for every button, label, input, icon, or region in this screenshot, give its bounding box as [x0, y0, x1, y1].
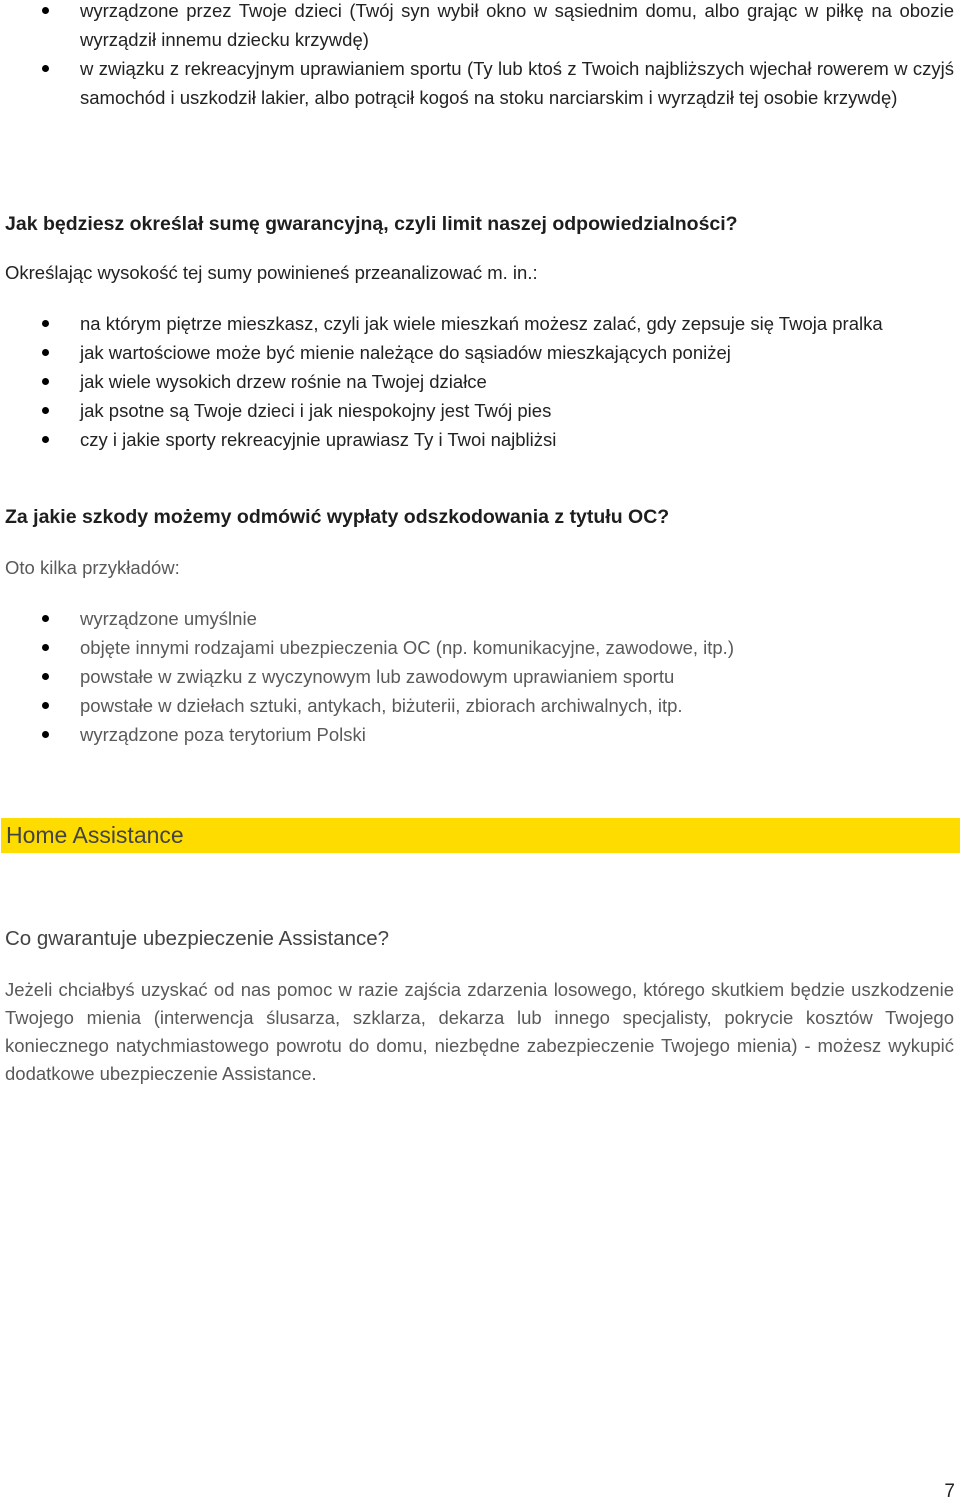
refuse-intro: Oto kilka przykładów:: [5, 557, 180, 578]
list-item: w związku z rekreacyjnym uprawianiem sportu (Ty lub ktoś z Twoich najbliższych wjechał rowerem w czyjś samochód i uszkodził lakier, albo potrącił kogoś na stoku narciarskim i wyrządził tej osobie krzywdę): [5, 54, 954, 112]
list-item: na którym piętrze mieszkasz, czyli jak wiele mieszkań możesz zalać, gdy zepsuje się Twoja pralka: [5, 309, 954, 338]
refuse-heading: Za jakie szkody możemy odmówić wypłaty odszkodowania z tytułu OC?: [5, 506, 670, 528]
sum-intro: Określając wysokość tej sumy powinieneś przeanalizować m. in.:: [5, 262, 538, 283]
list-item: powstałe w związku z wyczynowym lub zawodowym uprawianiem sportu: [5, 662, 954, 691]
assist-heading: Co gwarantuje ubezpieczenie Assistance?: [5, 927, 390, 950]
list-item: jak psotne są Twoje dzieci i jak niespokojny jest Twój pies: [5, 396, 954, 425]
list-item: wyrządzone umyślnie: [5, 604, 954, 633]
page-number: 7: [944, 1481, 955, 1502]
list-item: objęte innymi rodzajami ubezpieczenia OC (np. komunikacyjne, zawodowe, itp.): [5, 633, 954, 662]
refuse-examples-list: [5, 604, 954, 749]
section-banner-title: Home Assistance: [6, 822, 184, 848]
list-item: wyrządzone poza terytorium Polski: [5, 720, 954, 749]
list-item: jak wiele wysokich drzew rośnie na Twojej działce: [5, 367, 954, 396]
sum-heading: Jak będziesz określał sumę gwarancyjną, czyli limit naszej odpowiedzialności?: [5, 213, 738, 235]
list-item: jak wartościowe może być mienie należące do sąsiadów mieszkających poniżej: [5, 338, 954, 367]
sum-factors-list: [5, 309, 954, 454]
list-item: powstałe w dziełach sztuki, antykach, biżuterii, zbiorach archiwalnych, itp.: [5, 691, 954, 720]
list-item: wyrządzone przez Twoje dzieci (Twój syn wybił okno w sąsiednim domu, albo grając w piłkę na obozie wyrządził innemu dziecku krzywdę): [5, 0, 954, 54]
damage-examples-list: [5, 0, 954, 112]
assist-paragraph: Jeżeli chciałbyś uzyskać od nas pomoc w razie zajścia zdarzenia losowego, którego skutkiem będzie uszkodzenie Twojego mienia (interwencja ślusarza, szklarza, dekarza lub innego specjalisty, pokrycie kosztów Twojego koniecznego natychmiastowego powrotu do domu, niezbędne zabezpieczenie Twojego mienia) - możesz wykupić dodatkowe ubezpieczenie Assistance.: [5, 979, 954, 1084]
list-item: czy i jakie sporty rekreacyjnie uprawiasz Ty i Twoi najbliżsi: [5, 425, 954, 454]
section-banner: [1, 818, 960, 853]
